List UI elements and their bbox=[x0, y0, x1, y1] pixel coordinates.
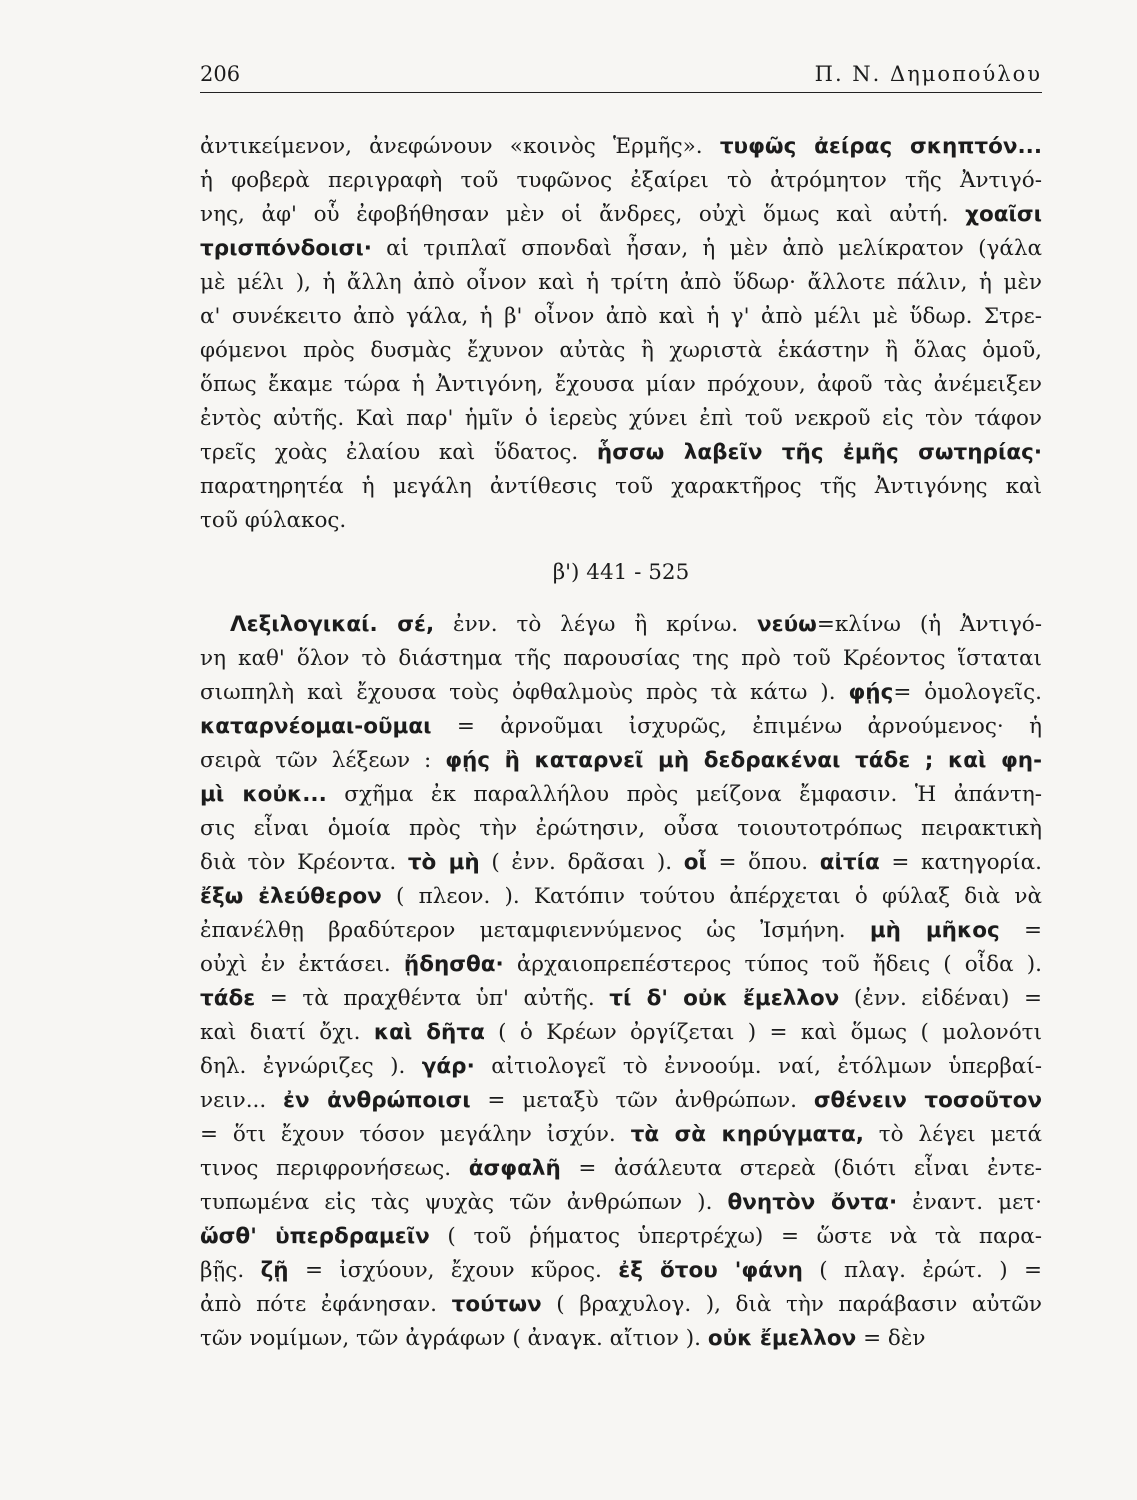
text-run: ( βραχυλογ. ), διὰ τὴν παράβασιν αὐτῶν bbox=[541, 1292, 1042, 1317]
text-run: τοῦ φύλακος. bbox=[200, 508, 347, 533]
text-run: = μεταξὺ τῶν ἀνθρώπων. bbox=[470, 1088, 814, 1113]
lemma-bold: φῄς bbox=[848, 680, 894, 705]
text-run: = δὲν bbox=[856, 1326, 926, 1351]
text-line bbox=[200, 198, 1042, 232]
lemma-bold: ἔξω ἐλεύθερον bbox=[200, 884, 382, 909]
text-run: τῶν νομίμων, τῶν ἀγράφων ( ἀναγκ. αἴτιον ). bbox=[200, 1326, 708, 1351]
lemma-bold: σθένειν τοσοῦτον bbox=[813, 1088, 1042, 1113]
text-run: ( πλαγ. ἐρώτ. ) = bbox=[802, 1258, 1042, 1283]
lemma-bold: ζῇ bbox=[260, 1258, 289, 1283]
lemma-bold: τάδε bbox=[200, 986, 256, 1011]
page-number: 206 bbox=[200, 62, 241, 86]
lemma-bold: χοαῖσι bbox=[965, 202, 1042, 227]
text-run: καὶ διατί ὄχι. bbox=[200, 1020, 374, 1045]
text-run: παρατηρητέα ἡ μεγάλη ἀντίθεσις τοῦ χαρακτῆρος τῆς Ἀντιγόνης καὶ bbox=[200, 474, 1042, 499]
text-run: σιωπηλὴ καὶ ἔχουσα τοὺς ὀφθαλμοὺς πρὸς τὰ κάτω ). bbox=[200, 680, 849, 705]
text-run: = ὁμολογεῖς. bbox=[893, 680, 1042, 705]
text-run: ἐντὸς αὐτῆς. Καὶ παρ' ἡμῖν ὁ ἱερεὺς χύνει ἐπὶ τοῦ νεκροῦ εἰς τὸν τάφον bbox=[200, 406, 1042, 431]
text-run: οὐχὶ ἐν ἐκτάσει. bbox=[200, 952, 404, 977]
text-run: = ἀρνοῦμαι ἰσχυρῶς, ἐπιμένω ἀρνούμενος· ἡ bbox=[431, 714, 1042, 739]
text-run: αἰτιολογεῖ τὸ ἐννοούμ. ναί, ἐτόλμων ὑπερβαί- bbox=[474, 1054, 1042, 1079]
spacer bbox=[200, 590, 1042, 608]
running-head-author: Π. Ν. Δημοπούλου bbox=[814, 62, 1042, 86]
lemma-bold: οἷ bbox=[683, 850, 707, 875]
text-run: νειν... bbox=[200, 1088, 284, 1113]
lemma-bold: ᾔδησθα· bbox=[403, 952, 504, 977]
lemma-bold: αἰτία bbox=[819, 850, 880, 875]
text-run: αἱ τριπλαῖ σπονδαὶ ἦσαν, ἡ μὲν ἀπὸ μελίκρατον (γάλα bbox=[371, 236, 1042, 261]
lemma-bold: μὴ μῆκος bbox=[869, 918, 1000, 943]
text-run: ἐναντ. μετ· bbox=[897, 1190, 1042, 1215]
text-line bbox=[200, 368, 1042, 402]
paragraph-vocabulary bbox=[200, 608, 1042, 1356]
text-run: = bbox=[999, 918, 1042, 943]
text-run: (ἐνν. εἰδέναι) = bbox=[839, 986, 1042, 1011]
text-run: βῇς. bbox=[200, 1258, 261, 1283]
lemma-bold: τὸ μὴ bbox=[407, 850, 480, 875]
text-run: μὲ μέλι ), ἡ ἄλλη ἀπὸ οἶνον καὶ ἡ τρίτη ἀπὸ ὕδωρ· ἄλλοτε πάλιν, ἡ μὲν bbox=[200, 270, 1042, 295]
text-run: α' συνέκειτο ἀπὸ γάλα, ἡ β' οἶνον ἀπὸ καὶ ἡ γ' ἀπὸ μέλι μὲ ὕδωρ. Στρε- bbox=[200, 304, 1042, 329]
lemma-bold: γάρ· bbox=[421, 1054, 475, 1079]
text-line bbox=[200, 1186, 1042, 1220]
text-run: τυπωμένα εἰς τὰς ψυχὰς τῶν ἀνθρώπων ). bbox=[200, 1190, 728, 1215]
text-run: νης, ἀφ' οὗ ἐφοβήθησαν μὲν οἱ ἄνδρες, οὐχὶ ὅμως καὶ αὐτή. bbox=[200, 202, 966, 227]
text-run: ( ὁ Κρέων ὀργίζεται ) = καὶ ὅμως ( μολονότι bbox=[484, 1020, 1042, 1045]
lemma-bold: θνητὸν ὄντα· bbox=[727, 1190, 898, 1215]
lemma-bold: ἐν ἀνθρώποισι bbox=[283, 1088, 471, 1113]
text-run: τὸ λέγει μετά bbox=[863, 1122, 1042, 1147]
text-run: = ὅτι ἔχουν τόσον μεγάλην ἰσχύν. bbox=[200, 1122, 631, 1147]
text-line bbox=[200, 266, 1042, 300]
text-run: ἐνν. τὸ λέγω ἢ κρίνω. bbox=[434, 612, 757, 637]
text-line bbox=[200, 710, 1042, 744]
text-line bbox=[200, 470, 1042, 504]
lemma-bold: ὥσθ' ὑπερδραμεῖν bbox=[200, 1224, 430, 1249]
lemma-bold: ἧσσω λαβεῖν τῆς ἐμῆς σωτηρίας· bbox=[596, 440, 1042, 465]
text-run: = κατηγορία. bbox=[879, 850, 1042, 875]
text-line bbox=[200, 300, 1042, 334]
text-line bbox=[200, 164, 1042, 198]
text-line bbox=[200, 846, 1042, 880]
lemma-bold: τυφῶς ἀείρας σκηπτόν... bbox=[719, 134, 1042, 159]
text-line bbox=[200, 1288, 1042, 1322]
running-header bbox=[200, 62, 1042, 93]
text-line bbox=[200, 1084, 1042, 1118]
text-run: ἀρχαιοπρεπέστερος τύπος τοῦ ἤδεις ( οἶδα ). bbox=[503, 952, 1042, 977]
text-line bbox=[200, 642, 1042, 676]
text-run: διὰ τὸν Κρέοντα. bbox=[200, 850, 408, 875]
text-line bbox=[200, 880, 1042, 914]
text-run: σχῆμα ἐκ παραλλήλου πρὸς μείζονα ἔμφασιν. Ἡ ἀπάντη- bbox=[326, 782, 1042, 807]
lemma-bold: Λεξιλογικαί. σέ, bbox=[230, 612, 435, 637]
text-run: ἡ φοβερὰ περιγραφὴ τοῦ τυφῶνος ἐξαίρει τὸ ἀτρόμητον τῆς Ἀντιγό- bbox=[200, 168, 1042, 193]
text-line bbox=[200, 334, 1042, 368]
text-run: νη καθ' ὅλον τὸ διάστημα τῆς παρουσίας της πρὸ τοῦ Κρέοντος ἵσταται bbox=[200, 646, 1042, 671]
text-line bbox=[200, 676, 1042, 710]
text-run: δηλ. ἐγνώριζες ). bbox=[200, 1054, 422, 1079]
spacer bbox=[200, 538, 1042, 556]
lemma-bold: νεύω bbox=[756, 612, 817, 637]
text-line bbox=[200, 948, 1042, 982]
lemma-bold: ἀσφαλῆ bbox=[468, 1156, 561, 1181]
text-run: = ὅπου. bbox=[706, 850, 820, 875]
text-line bbox=[200, 1016, 1042, 1050]
text-run: = ἰσχύουν, ἔχουν κῦρος. bbox=[288, 1258, 619, 1283]
text-run: ἀντικείμενον, ἀνεφώνουν «κοινὸς Ἑρμῆς». bbox=[200, 134, 720, 159]
text-run: ἀπὸ πότε ἐφάνησαν. bbox=[200, 1292, 452, 1317]
text-line bbox=[200, 982, 1042, 1016]
page-body bbox=[200, 130, 1042, 1356]
text-line bbox=[200, 1220, 1042, 1254]
lemma-bold: τρισπόνδοισι· bbox=[200, 236, 372, 261]
text-run: = ἀσάλευτα στερεὰ (διότι εἶναι ἐντε- bbox=[560, 1156, 1042, 1181]
lemma-bold: καταρνέομαι-οῦμαι bbox=[200, 714, 432, 739]
text-line bbox=[200, 744, 1042, 778]
text-line bbox=[200, 1118, 1042, 1152]
text-line bbox=[200, 1050, 1042, 1084]
lemma-bold: οὐκ ἔμελλον bbox=[707, 1326, 857, 1351]
lemma-bold: ἐξ ὅτου 'φάνη bbox=[618, 1258, 803, 1283]
text-line bbox=[200, 232, 1042, 266]
section-heading: β') 441 - 525 bbox=[552, 560, 690, 585]
lemma-bold: τούτων bbox=[451, 1292, 542, 1317]
text-line bbox=[200, 778, 1042, 812]
text-line bbox=[200, 914, 1042, 948]
text-line bbox=[200, 1254, 1042, 1288]
text-run: ( ἐνν. δρᾶσαι ). bbox=[479, 850, 684, 875]
text-line bbox=[200, 436, 1042, 470]
text-run: ἐπανέλθῃ βραδύτερον μεταμφιεννύμενος ὡς Ἰσμήνη. bbox=[200, 918, 870, 943]
text-line bbox=[200, 1322, 1042, 1356]
lemma-bold: φῄς ἢ καταρνεῖ μὴ δεδρακέναι τάδε ; καὶ φη- bbox=[445, 748, 1042, 773]
text-line bbox=[200, 608, 1042, 642]
text-run: ( τοῦ ῥήματος ὑπερτρέχω) = ὥστε νὰ τὰ παρα- bbox=[429, 1224, 1042, 1249]
text-run: τινος περιφρονήσεως. bbox=[200, 1156, 469, 1181]
text-run: =κλίνω (ἡ Ἀντιγό- bbox=[816, 612, 1042, 637]
lemma-bold: καὶ δῆτα bbox=[373, 1020, 485, 1045]
text-run: = τὰ πραχθέντα ὑπ' αὐτῆς. bbox=[255, 986, 610, 1011]
paragraph-commentary bbox=[200, 130, 1042, 538]
text-line bbox=[200, 812, 1042, 846]
lemma-bold: μὶ κοὐκ... bbox=[200, 782, 327, 807]
text-run: σις εἶναι ὁμοία πρὸς τὴν ἐρώτησιν, οὖσα τοιουτοτρόπως πειρακτικὴ bbox=[200, 816, 1042, 841]
text-line bbox=[200, 130, 1042, 164]
text-run: σειρὰ τῶν λέξεων : bbox=[200, 748, 446, 773]
text-run: ( πλεον. ). Κατόπιν τούτου ἀπέρχεται ὁ φύλαξ διὰ νὰ bbox=[381, 884, 1042, 909]
text-line bbox=[200, 1152, 1042, 1186]
lemma-bold: τὰ σὰ κηρύγματα, bbox=[630, 1122, 864, 1147]
lemma-bold: τί δ' οὐκ ἔμελλον bbox=[609, 986, 840, 1011]
text-line bbox=[200, 402, 1042, 436]
text-run: ὅπως ἔκαμε τώρα ἡ Ἀντιγόνη, ἔχουσα μίαν πρόχουν, ἀφοῦ τὰς ἀνέμειξεν bbox=[200, 372, 1042, 397]
text-run: τρεῖς χοὰς ἐλαίου καὶ ὕδατος. bbox=[200, 440, 597, 465]
text-run: φόμενοι πρὸς δυσμὰς ἔχυνον αὐτὰς ἢ χωριστὰ ἑκάστην ἢ ὅλας ὁμοῦ, bbox=[200, 338, 1042, 363]
text-line bbox=[200, 504, 1042, 538]
